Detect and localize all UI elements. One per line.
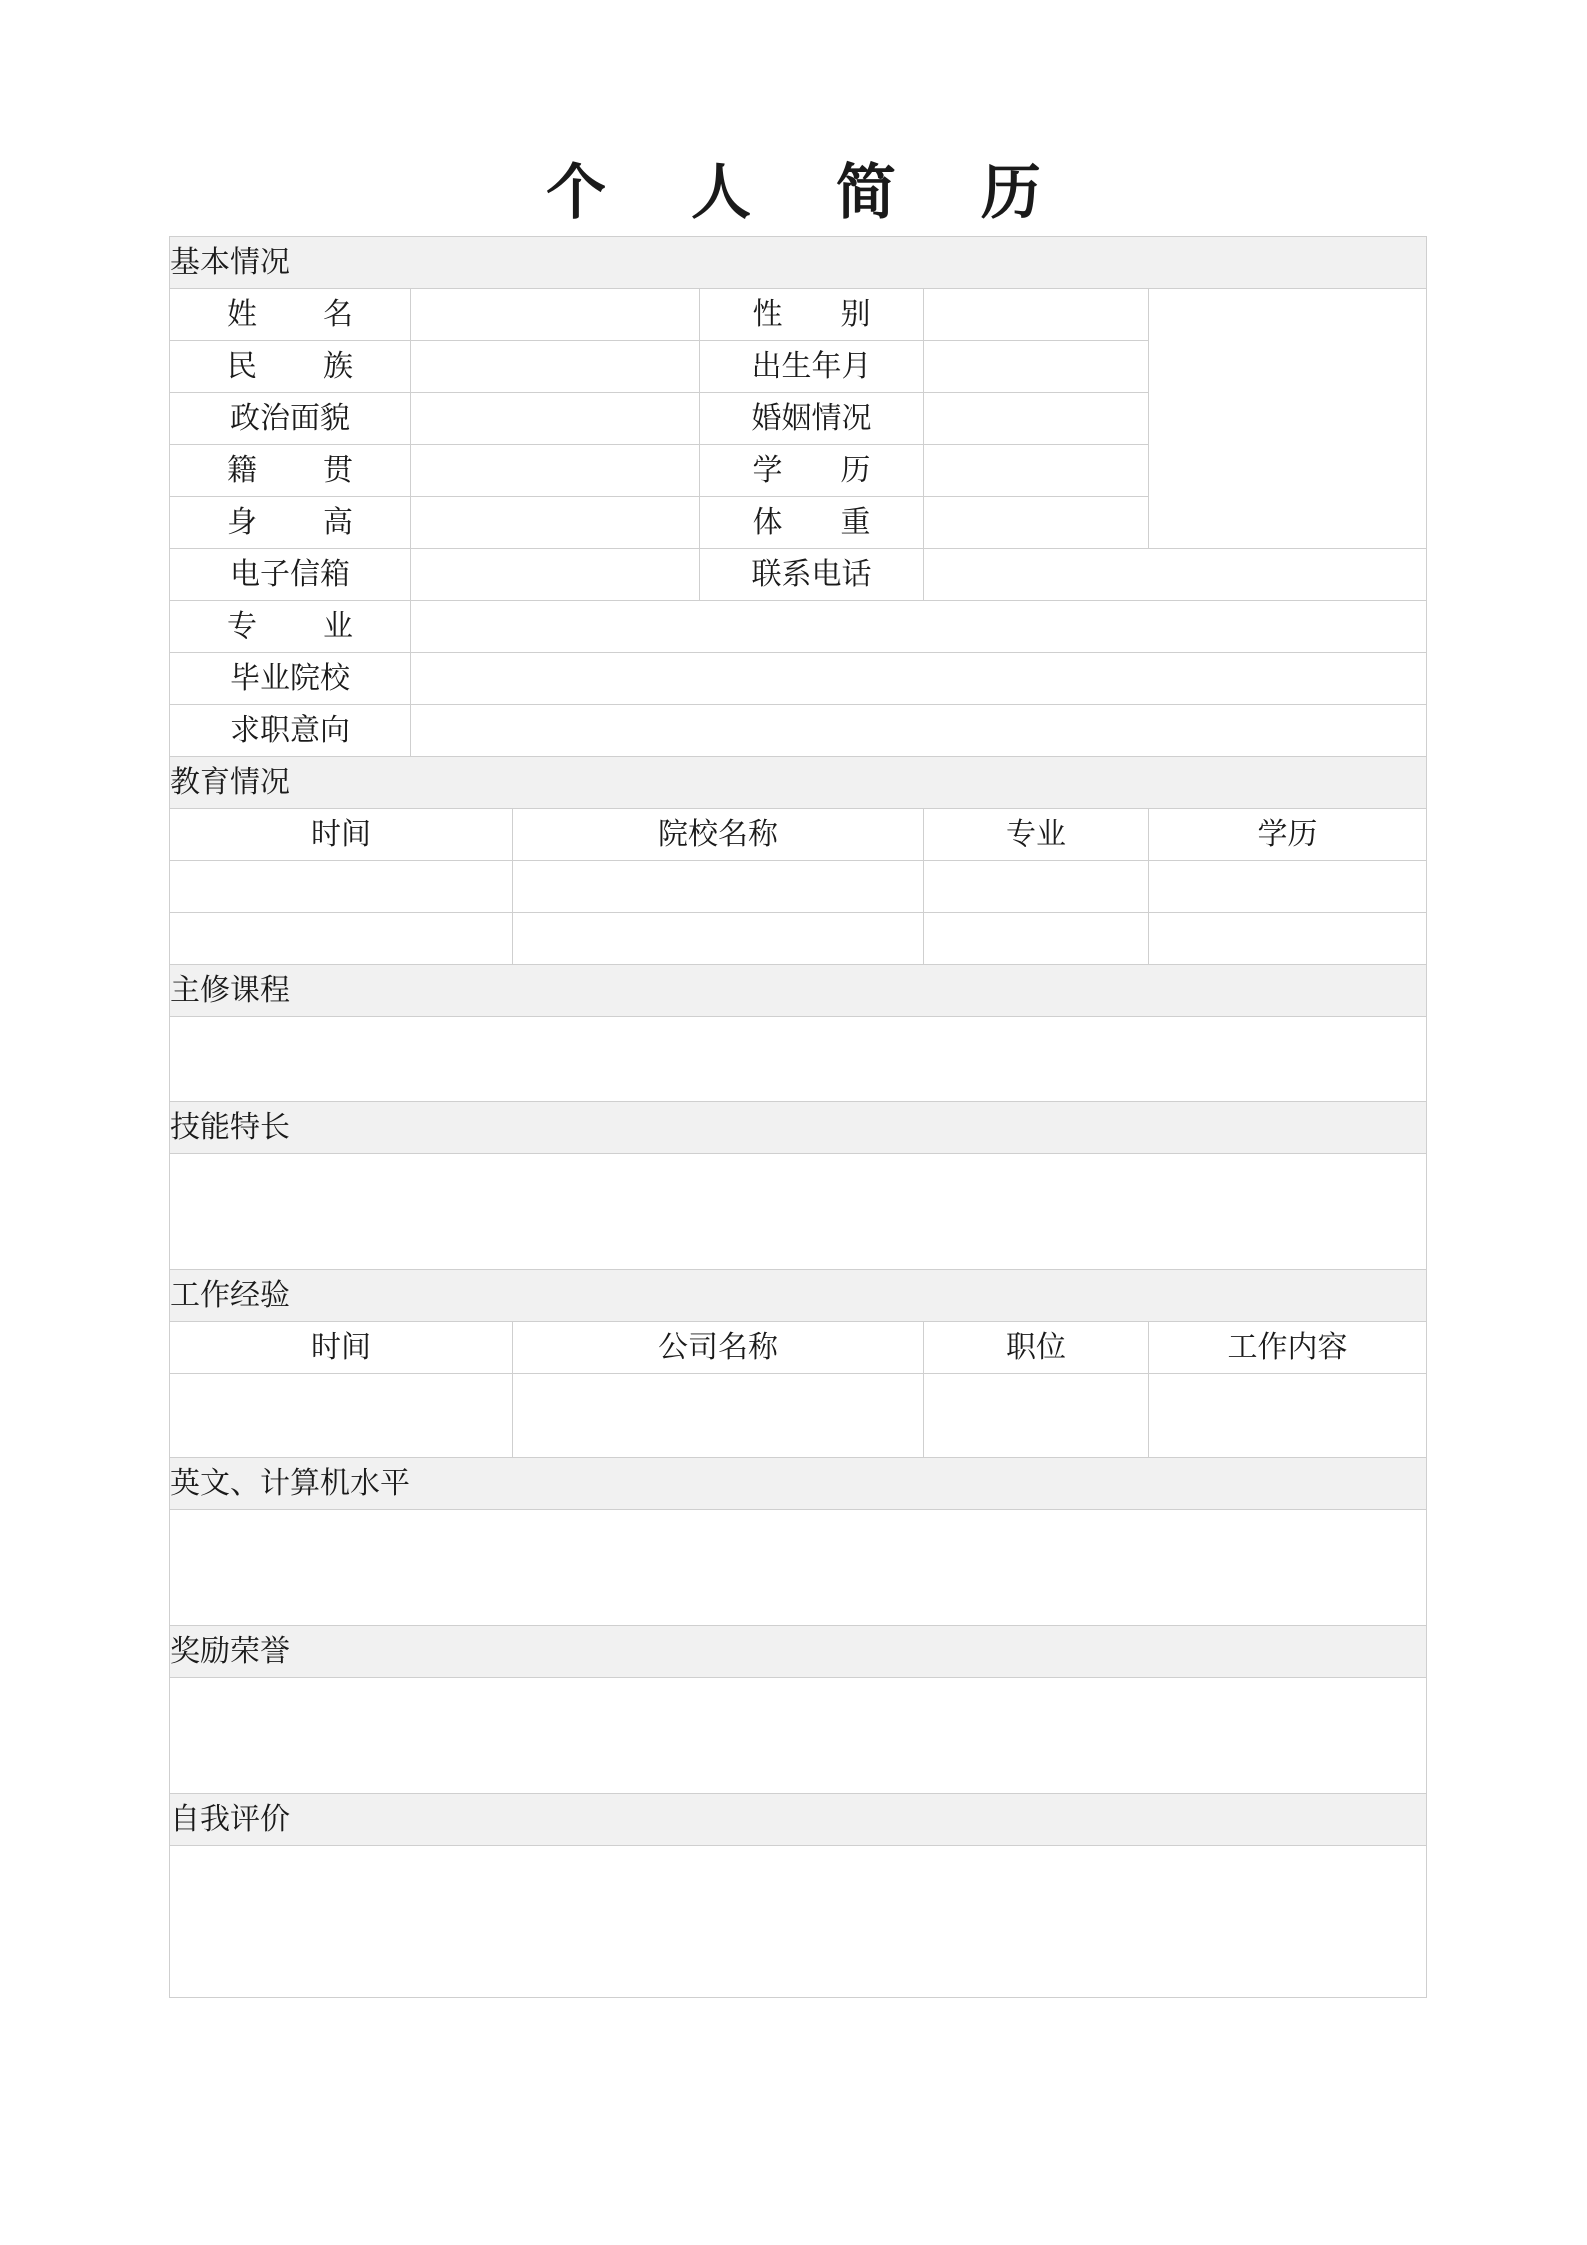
label-name: 姓名: [170, 289, 411, 341]
label-school: 毕业院校: [170, 653, 411, 705]
work-header-position: 职位: [924, 1322, 1149, 1374]
section-lang-computer-header: 英文、计算机水平: [170, 1458, 1427, 1510]
section-self-eval-header: 自我评价: [170, 1794, 1427, 1846]
label-gender: 性别: [700, 289, 924, 341]
courses-content[interactable]: [170, 1017, 1427, 1102]
label-ethnicity: 民族: [170, 341, 411, 393]
edu-cell-degree[interactable]: [1149, 861, 1427, 913]
label-height: 身高: [170, 497, 411, 549]
field-marital[interactable]: [924, 393, 1149, 445]
field-gender[interactable]: [924, 289, 1149, 341]
awards-content[interactable]: [170, 1678, 1427, 1794]
label-birth: 出生年月: [700, 341, 924, 393]
field-ethnicity[interactable]: [411, 341, 700, 393]
work-cell-time[interactable]: [170, 1374, 513, 1458]
label-marital: 婚姻情况: [700, 393, 924, 445]
field-degree[interactable]: [924, 445, 1149, 497]
edu-cell-school[interactable]: [513, 861, 924, 913]
label-phone: 联系电话: [700, 549, 924, 601]
resume-table: [169, 236, 1427, 1998]
field-height[interactable]: [411, 497, 700, 549]
edu-cell-major[interactable]: [924, 861, 1149, 913]
edu-cell-major[interactable]: [924, 913, 1149, 965]
lang-computer-content[interactable]: [170, 1510, 1427, 1626]
edu-cell-time[interactable]: [170, 861, 513, 913]
skills-content[interactable]: [170, 1154, 1427, 1270]
field-intention[interactable]: [411, 705, 1427, 757]
label-degree: 学历: [700, 445, 924, 497]
page-title: 个 人 简 历: [546, 158, 1073, 228]
work-cell-position[interactable]: [924, 1374, 1149, 1458]
label-weight: 体重: [700, 497, 924, 549]
edu-cell-time[interactable]: [170, 913, 513, 965]
edu-cell-degree[interactable]: [1149, 913, 1427, 965]
work-header-time: 时间: [170, 1322, 513, 1374]
label-native: 籍贯: [170, 445, 411, 497]
section-work-header: 工作经验: [170, 1270, 1427, 1322]
field-political[interactable]: [411, 393, 700, 445]
edu-header-major: 专业: [924, 809, 1149, 861]
field-native[interactable]: [411, 445, 700, 497]
field-email[interactable]: [411, 549, 700, 601]
section-education-header: 教育情况: [170, 757, 1427, 809]
work-cell-company[interactable]: [513, 1374, 924, 1458]
label-political: 政治面貌: [170, 393, 411, 445]
work-header-content: 工作内容: [1149, 1322, 1427, 1374]
label-email: 电子信箱: [170, 549, 411, 601]
section-basic-header: 基本情况: [170, 237, 1427, 289]
field-school[interactable]: [411, 653, 1427, 705]
photo-box[interactable]: [1149, 289, 1427, 549]
edu-cell-school[interactable]: [513, 913, 924, 965]
work-header-company: 公司名称: [513, 1322, 924, 1374]
field-birth[interactable]: [924, 341, 1149, 393]
section-courses-header: 主修课程: [170, 965, 1427, 1017]
field-major[interactable]: [411, 601, 1427, 653]
field-phone[interactable]: [924, 549, 1427, 601]
work-cell-content[interactable]: [1149, 1374, 1427, 1458]
label-intention: 求职意向: [170, 705, 411, 757]
field-name[interactable]: [411, 289, 700, 341]
section-awards-header: 奖励荣誉: [170, 1626, 1427, 1678]
section-skills-header: 技能特长: [170, 1102, 1427, 1154]
field-weight[interactable]: [924, 497, 1149, 549]
edu-header-school: 院校名称: [513, 809, 924, 861]
edu-header-time: 时间: [170, 809, 513, 861]
label-major: 专业: [170, 601, 411, 653]
self-eval-content[interactable]: [170, 1846, 1427, 1998]
edu-header-degree: 学历: [1149, 809, 1427, 861]
